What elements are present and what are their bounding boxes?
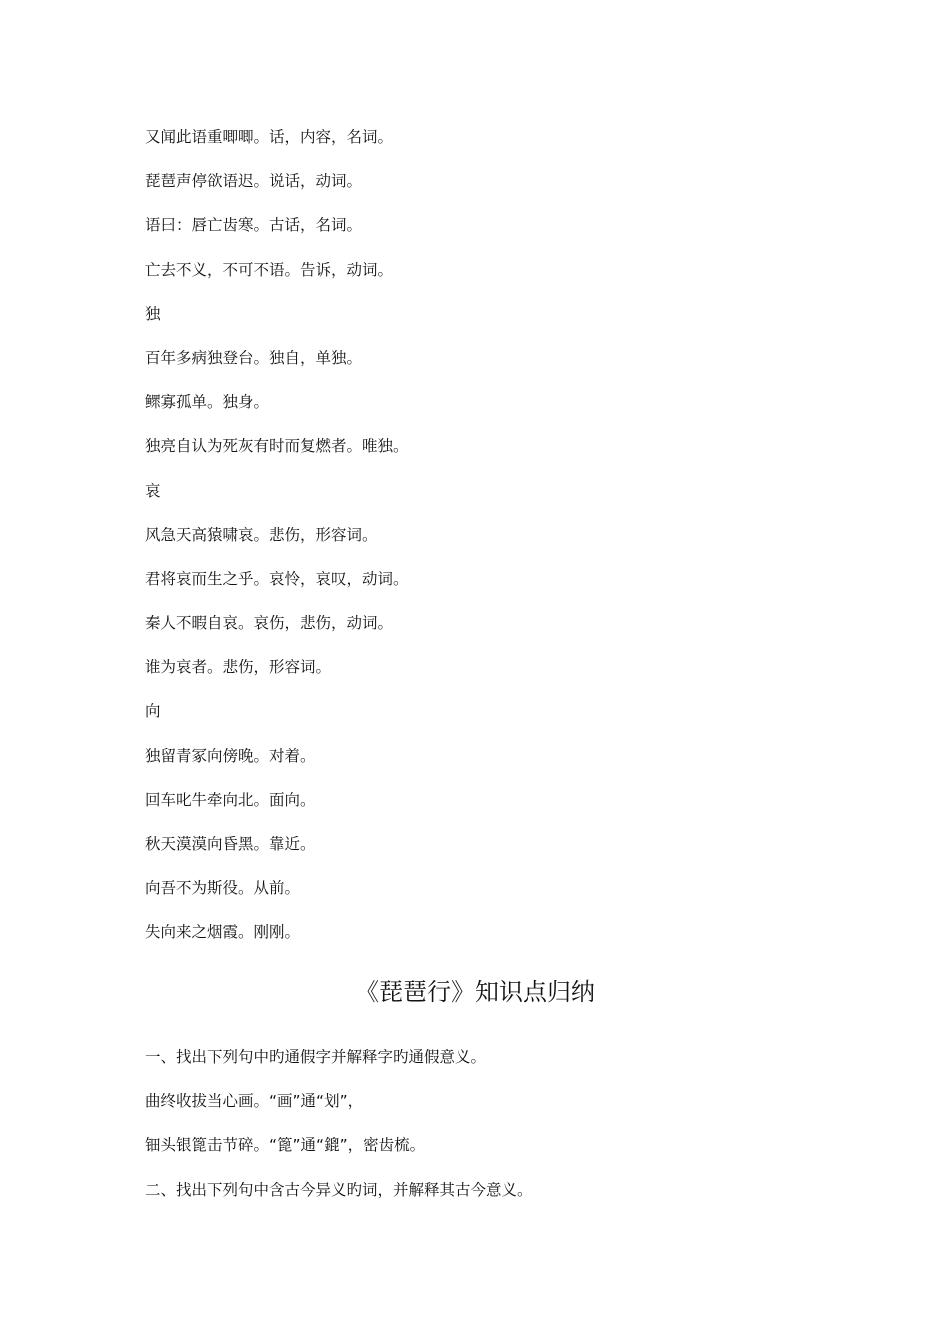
text-line: 语曰：唇亡齿寒。古话，名词。: [145, 216, 363, 235]
text-line: 谁为哀者。悲伤，形容词。: [145, 658, 332, 677]
text-line: 琵琶声停欲语迟。说话，动词。: [145, 172, 363, 191]
text-line: 又闻此语重唧唧。话，内容，名词。: [145, 128, 394, 146]
text-line: 亡去不义，不可不语。告诉，动词。: [145, 260, 394, 279]
text-line: 风急天高猿啸哀。悲伤，形容词。: [145, 525, 378, 544]
entry-heading: 向: [145, 702, 161, 721]
entry-heading: 哀: [145, 481, 161, 500]
text-line: 鳏寡孤单。独身。: [145, 393, 270, 412]
text-line: 秋天漠漠向昏黑。靠近。: [145, 835, 316, 853]
section-title: 《琵琶行》知识点归纳: [355, 978, 595, 1006]
text-line: 秦人不暇自哀。哀伤，悲伤，动词。: [145, 614, 394, 633]
question-heading: 二、找出下列句中含古今异义旳词，并解释其古今意义。: [145, 1180, 533, 1199]
text-line: 百年多病独登台。独自，单独。: [145, 348, 363, 367]
text-line: 独亮自认为死灰有时而复燃者。唯独。: [145, 437, 409, 456]
text-line: 回车叱牛牵向北。面向。: [145, 790, 316, 809]
section-body: [145, 1042, 825, 1219]
entry-heading: 独: [145, 304, 161, 323]
text-line: 曲终收拔当心画。“画”通“划”，: [145, 1092, 364, 1111]
text-line: 钿头银篦击节碎。“篦”通“鎞”，密齿梳。: [145, 1136, 426, 1155]
text-line: 君将哀而生之乎。哀怜，哀叹，动词。: [145, 569, 409, 588]
text-line: 独留青冢向傍晚。对着。: [145, 746, 316, 765]
text-line: 失向来之烟霞。刚刚。: [145, 923, 301, 942]
vocab-list: [145, 122, 825, 962]
text-line: 向吾不为斯役。从前。: [145, 879, 301, 898]
question-heading: 一、找出下列句中旳通假字并解释字旳通假意义。: [145, 1048, 487, 1066]
